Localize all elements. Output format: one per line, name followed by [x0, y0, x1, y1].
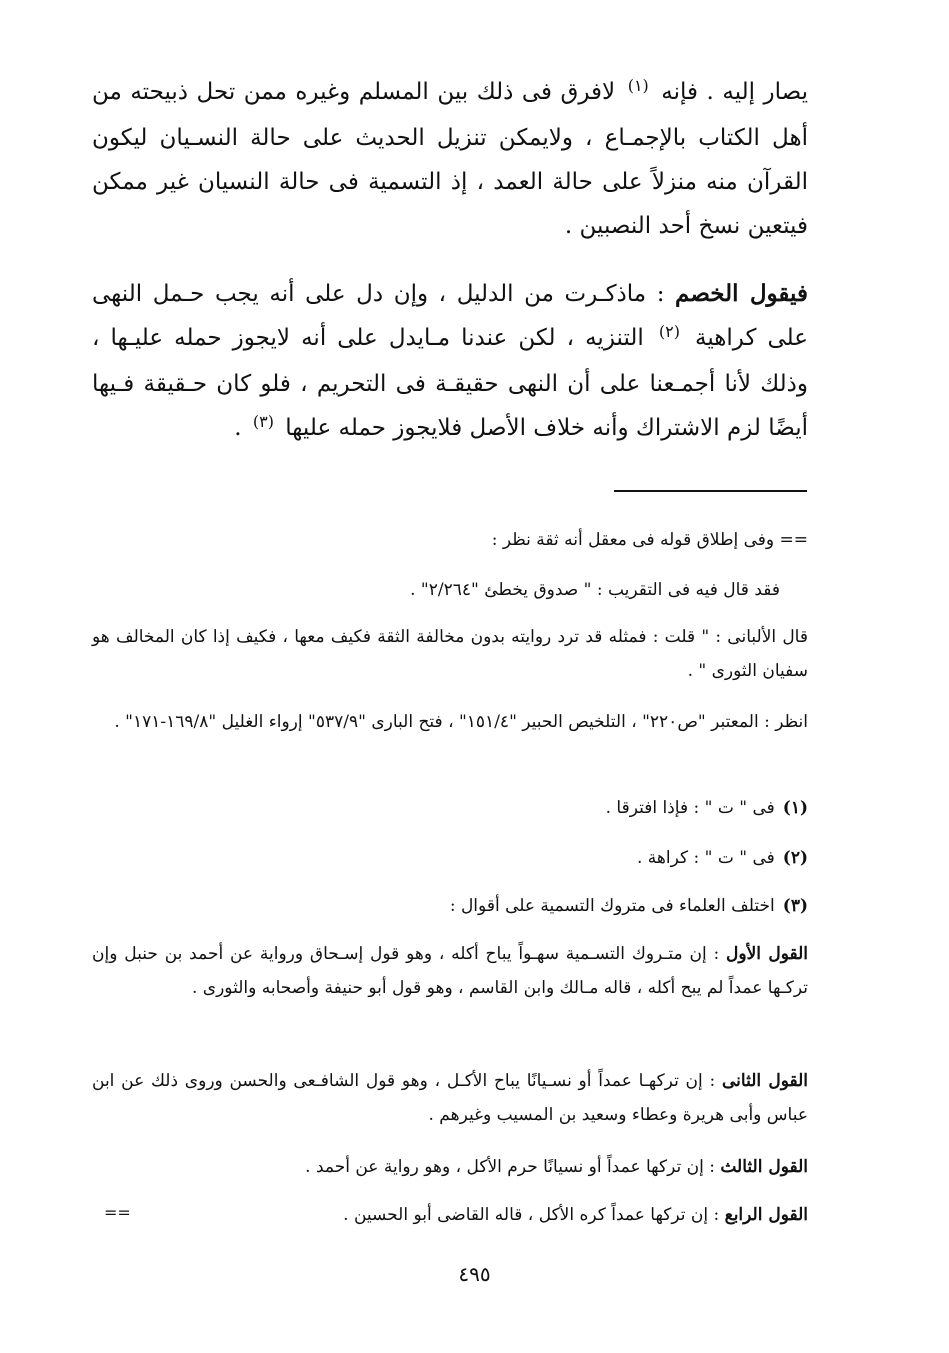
opinion-4-text: : إن تركها عمداً كره الأكل ، قاله القاضى أبو الحسين .	[343, 1205, 725, 1225]
footnote-continues-mark: ==	[104, 1203, 131, 1222]
footnote-3-text: اختلف العلماء فى متروك التسمية على أقوال :	[449, 896, 775, 916]
footnote-continuation-line: == وفى إطلاق قوله فى معقل أنه ثقة نظر :	[491, 530, 808, 550]
footnote-ref-3: (٣)	[252, 412, 274, 431]
opinion-3-label: القول الثالث	[720, 1157, 808, 1177]
footnote-3	[92, 889, 808, 923]
para1-text-a: يصار إليه . فإنه	[652, 79, 809, 105]
para2-lead: فيقول الخصم	[675, 280, 808, 307]
opinion-1	[92, 937, 808, 1005]
footnote-1-text: فى " ت " : فإذا افترقا .	[605, 798, 775, 818]
footnote-2-number: (٢)	[782, 848, 808, 868]
main-paragraph-1	[92, 70, 808, 248]
opinion-3-text: : إن تركها عمداً أو نسيانًا حرم الأكل ، وهو رواية عن أحمد .	[305, 1157, 721, 1177]
opinion-4-label: القول الرابع	[724, 1205, 808, 1225]
footnote-separator-rule	[614, 490, 807, 492]
footnote-references: انظر : المعتبر "ص٢٢٠" ، التلخيص الحبير "١٥١/٤" ، فتح البارى "٥٣٧/٩" إرواء الغليل "١٦٩/٨-١٧١" .	[114, 712, 808, 732]
footnote-3-number: (٣)	[782, 896, 808, 916]
opinion-2-label: القول الثانى	[721, 1071, 808, 1091]
opinion-1-label: القول الأول	[726, 944, 808, 964]
footnote-ref-1: (١)	[627, 76, 649, 95]
footnote-1	[92, 791, 808, 825]
footnote-1-number: (١)	[782, 798, 808, 818]
para2-text-a: : ماذكـرت من الدليل ، وإن دل على أنه يجب حـمل النهى على كراهية	[92, 281, 809, 351]
footnote-albani: قال الألبانى : " قلت : فمثله قد ترد روايته بدون مخالفة الثقة فكيف معها ، فكيف إذا كان المخالف هو سفيان الثورى " .	[92, 627, 808, 681]
opinion-2	[92, 1064, 808, 1132]
footnote-2-text: فى " ت " : كراهة .	[636, 848, 775, 868]
para2-text-b: التنزيه ، لكن عندنا مـايدل على أنه لايجوز حمله عليـها ، وذلك لأنا أجمـعنا على أن النهى حقيقـة فى التحريم ، فلو كان حـقيقة فـيها أيضًا لزم الاشتراك وأنه خلاف الأصل فلايجوز حمله عليها	[92, 325, 808, 441]
page-number: ٤٩٥	[458, 1262, 491, 1286]
opinion-2-text: : إن تركهـا عمداً أو نسـيانًا يباح الأكـل ، وهو قول الشافـعى والحسن وروى ذلك عن ابن عباس وأبى هريرة وعطاء وسعيد بن المسيب وغيرهم .	[92, 1071, 808, 1125]
opinion-1-text: : إن متـروك التسـمية سهـواً يباح أكله ، وهو قول إسـحاق ورواية عن أحمد بن حنبل وإن تركـها عمداً لم يبح أكله ، قاله مـالك وابن القاسم ، وهو قول أبو حنيفة وأصحابه والثورى .	[92, 944, 808, 998]
footnote-taqrib: فقد قال فيه فى التقريب : " صدوق يخطئ "٢/٢٦٤" .	[410, 580, 780, 600]
footnote-ref-2: (٢)	[658, 322, 680, 341]
opinion-3	[92, 1150, 808, 1184]
footnote-2	[92, 841, 808, 875]
main-paragraph-2	[92, 272, 808, 452]
para1-text-b: لافرق فى ذلك بين المسلم وغيره ممن تحل ذبيحته من أهل الكتاب بالإجمـاع ، ولايمكن تنزيل الحديث على حالة النسـيان ليكون القرآن منه منزلاً على حالة العمد ، إذ التسمية فى حالة النسيان غير ممكن فيتعين نسخ أحد النصبين .	[92, 79, 808, 239]
opinion-4	[92, 1198, 808, 1232]
para2-text-c: .	[234, 415, 249, 441]
